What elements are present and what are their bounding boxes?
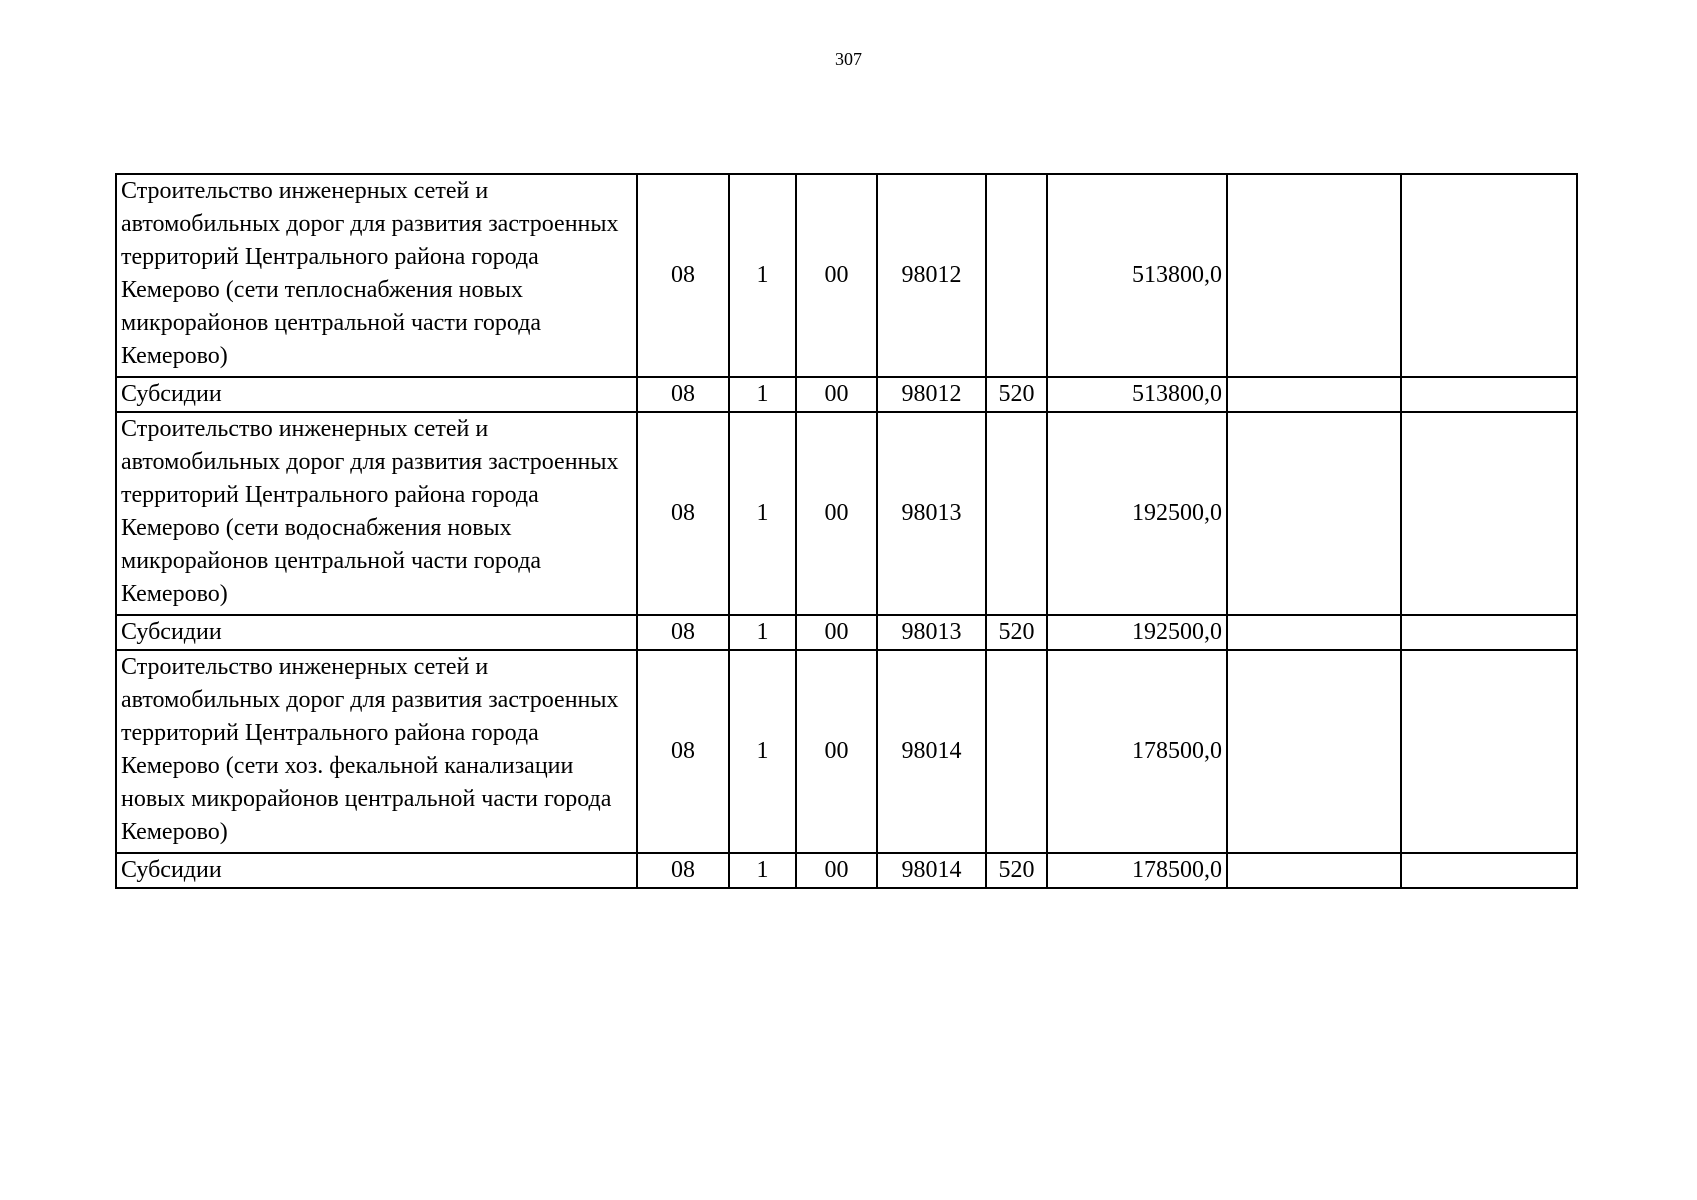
empty-cell	[1227, 412, 1401, 615]
subsection-code: 1	[729, 650, 796, 853]
target-code: 98014	[877, 650, 986, 853]
row-name: Строительство инженерных сетей и автомобильных дорог для развития застроенных территорий Центрального района города Кемерово (сети теплоснабжения новых микрорайонов центральной части города Кемерово)	[116, 174, 637, 377]
program-code: 00	[796, 412, 877, 615]
expense-type: 520	[986, 377, 1047, 412]
section-code: 08	[637, 412, 729, 615]
program-code: 00	[796, 377, 877, 412]
empty-cell	[1401, 853, 1577, 888]
subsection-code: 1	[729, 615, 796, 650]
row-name: Субсидии	[116, 853, 637, 888]
row-name: Строительство инженерных сетей и автомобильных дорог для развития застроенных территорий Центрального района города Кемерово (сети хоз. фекальной канализации новых микрорайонов центральной части города Кемерово)	[116, 650, 637, 853]
table-row	[116, 412, 1577, 615]
empty-cell	[1227, 377, 1401, 412]
expense-type	[986, 650, 1047, 853]
empty-cell	[1401, 615, 1577, 650]
table-row	[116, 853, 1577, 888]
program-code: 00	[796, 650, 877, 853]
program-code: 00	[796, 853, 877, 888]
target-code: 98012	[877, 174, 986, 377]
amount: 192500,0	[1047, 412, 1227, 615]
program-code: 00	[796, 174, 877, 377]
empty-cell	[1227, 174, 1401, 377]
table-row	[116, 615, 1577, 650]
row-name: Субсидии	[116, 377, 637, 412]
target-code: 98013	[877, 412, 986, 615]
section-code: 08	[637, 174, 729, 377]
empty-cell	[1227, 853, 1401, 888]
empty-cell	[1401, 174, 1577, 377]
subsection-code: 1	[729, 853, 796, 888]
amount: 192500,0	[1047, 615, 1227, 650]
section-code: 08	[637, 853, 729, 888]
amount: 513800,0	[1047, 377, 1227, 412]
table-row	[116, 650, 1577, 853]
program-code: 00	[796, 615, 877, 650]
expense-type	[986, 174, 1047, 377]
amount: 178500,0	[1047, 853, 1227, 888]
target-code: 98013	[877, 615, 986, 650]
page-number: 307	[835, 49, 862, 69]
empty-cell	[1401, 650, 1577, 853]
amount: 178500,0	[1047, 650, 1227, 853]
amount: 513800,0	[1047, 174, 1227, 377]
table-row	[116, 174, 1577, 377]
target-code: 98012	[877, 377, 986, 412]
expense-type: 520	[986, 615, 1047, 650]
table-row	[116, 377, 1577, 412]
section-code: 08	[637, 650, 729, 853]
expense-type: 520	[986, 853, 1047, 888]
empty-cell	[1401, 377, 1577, 412]
section-code: 08	[637, 377, 729, 412]
subsection-code: 1	[729, 377, 796, 412]
subsection-code: 1	[729, 174, 796, 377]
target-code: 98014	[877, 853, 986, 888]
row-name: Строительство инженерных сетей и автомобильных дорог для развития застроенных территорий Центрального района города Кемерово (сети водоснабжения новых микрорайонов центральной части города Кемерово)	[116, 412, 637, 615]
empty-cell	[1227, 650, 1401, 853]
empty-cell	[1401, 412, 1577, 615]
section-code: 08	[637, 615, 729, 650]
empty-cell	[1227, 615, 1401, 650]
budget-table	[115, 173, 1578, 889]
expense-type	[986, 412, 1047, 615]
row-name: Субсидии	[116, 615, 637, 650]
subsection-code: 1	[729, 412, 796, 615]
